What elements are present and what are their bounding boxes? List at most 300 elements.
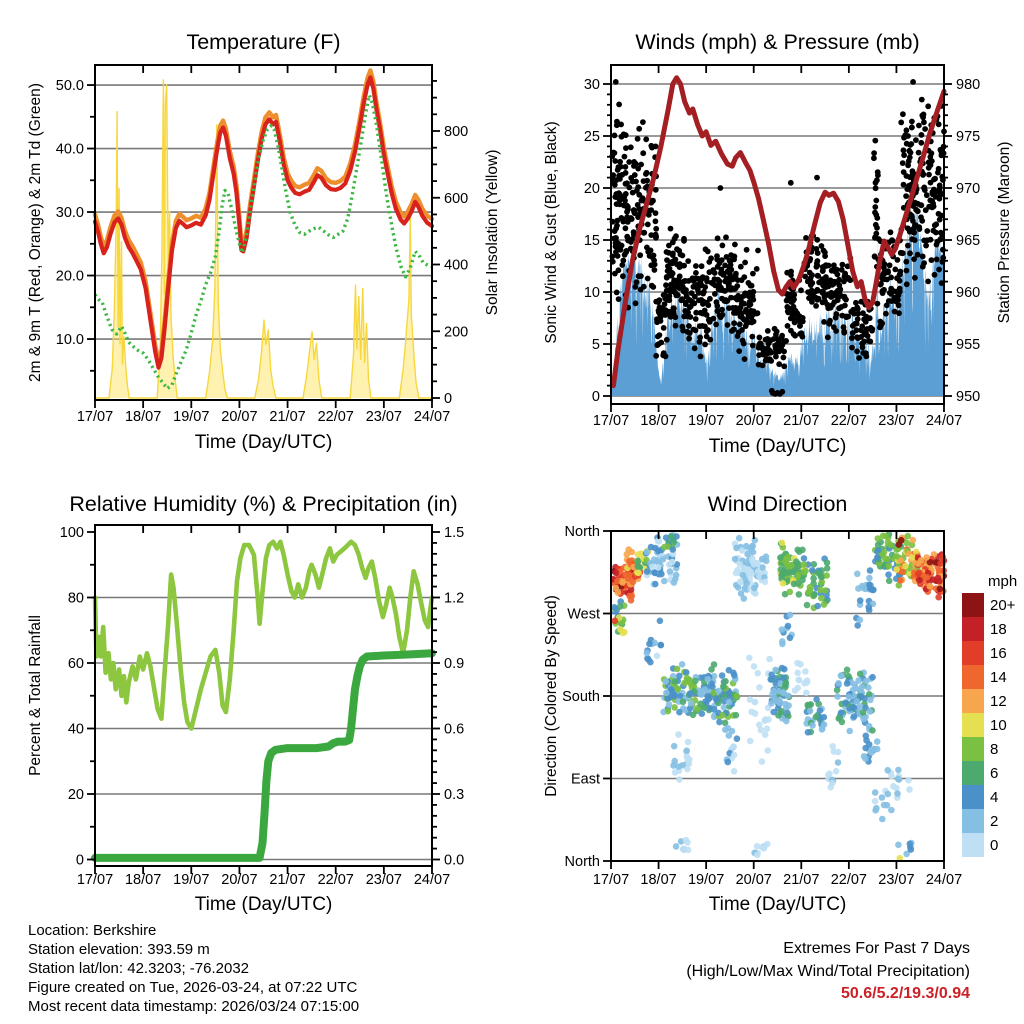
- temperature-ylabel-left: 2m & 9m T (Red, Orange) & 2m Td (Green): [27, 83, 44, 382]
- colorbar-swatch: [962, 761, 984, 785]
- gust-dot: [722, 278, 728, 284]
- direction-dot: [732, 556, 739, 563]
- gust-dot: [901, 169, 907, 175]
- gust-dot: [904, 281, 910, 287]
- x-tick-label: 17/07: [76, 872, 114, 888]
- colorbar-label: 10: [990, 717, 1007, 734]
- x-tick-label: 22/07: [317, 872, 354, 888]
- gust-dot: [854, 327, 860, 333]
- gust-dot: [628, 239, 634, 245]
- gust-dot: [826, 263, 832, 269]
- gust-dot: [849, 335, 855, 341]
- gust-dot: [612, 133, 618, 139]
- direction-dot: [857, 597, 864, 604]
- direction-dot: [778, 572, 785, 579]
- direction-dot: [787, 589, 794, 596]
- gust-dot: [900, 250, 906, 256]
- gust-dot: [652, 262, 658, 268]
- gust-dot: [653, 353, 659, 359]
- gust-dot: [921, 185, 927, 191]
- x-tick-label: 17/07: [76, 409, 114, 425]
- direction-dot: [852, 685, 859, 692]
- gust-dot: [690, 299, 696, 305]
- y-tick-label-left: 30: [583, 77, 600, 93]
- gust-dot: [623, 170, 629, 176]
- direction-dot: [885, 791, 892, 798]
- gust-dot: [684, 294, 690, 300]
- gust-dot: [882, 271, 888, 277]
- gust-dot: [612, 158, 618, 164]
- direction-dot: [818, 595, 825, 602]
- x-tick-label: 18/07: [124, 872, 162, 888]
- direction-dot: [805, 729, 812, 736]
- station-elevation: Station elevation: 393.59 m: [28, 941, 210, 958]
- gust-dot: [636, 192, 642, 198]
- gust-dot: [843, 297, 849, 303]
- direction-dot: [759, 556, 766, 563]
- gust-dot: [903, 259, 909, 265]
- gust-dot: [842, 274, 848, 280]
- direction-dot: [802, 568, 809, 575]
- gust-dot: [612, 182, 618, 188]
- direction-dot: [813, 714, 820, 721]
- gust-dot: [926, 172, 932, 178]
- x-tick-label: 17/07: [592, 872, 630, 888]
- gust-dot: [931, 177, 937, 183]
- gust-dot: [797, 323, 803, 329]
- gust-dot: [901, 147, 907, 153]
- gust-dot: [701, 289, 707, 295]
- gust-dot: [909, 119, 915, 125]
- x-tick-label: 21/07: [269, 872, 306, 888]
- gust-dot: [769, 388, 775, 394]
- direction-ylabel-left: Direction (Colored By Speed): [543, 595, 560, 797]
- direction-dot: [646, 641, 653, 648]
- direction-dot: [907, 841, 914, 848]
- gust-dot: [911, 226, 917, 232]
- y-tick-label-left: 40.0: [55, 141, 84, 158]
- gust-dot: [841, 330, 847, 336]
- direction-dot: [679, 661, 686, 668]
- wind-direction-title: Wind Direction: [707, 492, 848, 516]
- direction-dot: [860, 709, 867, 716]
- direction-dot: [722, 678, 729, 685]
- gust-dot: [904, 127, 910, 133]
- gust-dot: [660, 352, 666, 358]
- gust-dot: [822, 299, 828, 305]
- direction-dot: [930, 576, 937, 583]
- direction-dot: [687, 690, 694, 697]
- gust-dot: [936, 121, 942, 127]
- direction-dot: [810, 575, 817, 582]
- direction-dot: [683, 837, 690, 844]
- direction-dot: [666, 701, 673, 708]
- gust-dot: [634, 279, 640, 285]
- gust-dot: [676, 248, 682, 254]
- direction-dot: [759, 758, 766, 765]
- direction-dot: [672, 678, 679, 685]
- y-tick-label-left: 20: [67, 787, 84, 803]
- direction-dot: [751, 561, 758, 568]
- x-tick-label: 22/07: [830, 413, 868, 429]
- gust-dot: [663, 282, 669, 288]
- gust-dot: [643, 171, 649, 177]
- direction-dot: [673, 843, 680, 850]
- station-info-block: [28, 921, 359, 1016]
- gust-dot: [838, 304, 844, 310]
- gust-dot: [615, 253, 621, 259]
- direction-tick-label: West: [567, 606, 600, 623]
- gust-dot: [883, 311, 889, 317]
- gust-dot: [912, 275, 918, 281]
- direction-dot: [756, 722, 763, 729]
- y-tick-label-right: 600: [444, 190, 469, 207]
- gust-dot: [727, 275, 733, 281]
- direction-dot: [706, 695, 713, 702]
- gust-dot: [869, 326, 875, 332]
- direction-dot: [731, 752, 738, 759]
- y-tick-label-left: 20: [583, 181, 600, 197]
- direction-dot: [894, 553, 901, 560]
- y-tick-label-right: 0.9: [444, 656, 465, 672]
- y-tick-label-left: 10.0: [55, 332, 84, 349]
- gust-dot: [728, 295, 734, 301]
- gust-dot: [771, 336, 777, 342]
- gust-dot: [679, 324, 685, 330]
- direction-dot: [676, 673, 683, 680]
- direction-dot: [612, 618, 619, 625]
- gust-dot: [723, 234, 729, 240]
- gust-dot: [736, 348, 742, 354]
- direction-dot: [748, 546, 755, 553]
- direction-dot: [767, 676, 774, 683]
- gust-dot: [892, 267, 898, 273]
- direction-dot: [867, 708, 874, 715]
- direction-dot: [937, 560, 944, 567]
- gust-dot: [937, 196, 943, 202]
- gust-dot: [693, 327, 699, 333]
- gust-dot: [664, 257, 670, 263]
- relative-humidity-line: [95, 542, 432, 729]
- gust-dot: [645, 222, 651, 228]
- gust-dot: [904, 268, 910, 274]
- y-tick-label-left: 100: [59, 525, 84, 541]
- gust-dot: [668, 226, 674, 232]
- gust-dot: [693, 270, 699, 276]
- direction-dot: [807, 708, 814, 715]
- total-rainfall-line: [95, 653, 432, 858]
- direction-dot: [863, 733, 870, 740]
- x-tick-label: 24/07: [413, 409, 451, 425]
- direction-dot: [771, 688, 778, 695]
- direction-dot: [823, 572, 830, 579]
- gust-dot: [713, 322, 719, 328]
- gust-dot: [922, 126, 928, 132]
- gust-dot: [919, 132, 925, 138]
- gust-dot: [781, 355, 787, 361]
- gust-dot: [696, 290, 702, 296]
- gust-dot: [817, 279, 823, 285]
- direction-dot: [740, 572, 747, 579]
- gust-dot: [640, 119, 646, 125]
- gust-dot: [630, 190, 636, 196]
- gust-dot: [905, 133, 911, 139]
- direction-dot: [752, 710, 759, 717]
- gust-dot: [696, 297, 702, 303]
- direction-dot: [857, 671, 864, 678]
- direction-dot: [857, 617, 864, 624]
- gust-dot: [821, 319, 827, 325]
- gust-dot: [747, 299, 753, 305]
- direction-dot: [743, 580, 750, 587]
- gust-dot: [664, 288, 670, 294]
- direction-tick-label: East: [570, 771, 600, 788]
- gust-dot: [685, 258, 691, 264]
- gust-dot: [742, 292, 748, 298]
- gust-dot: [735, 277, 741, 283]
- gust-dot: [612, 150, 618, 156]
- direction-dot: [779, 641, 786, 648]
- gust-dot: [763, 337, 769, 343]
- direction-dot: [716, 719, 723, 726]
- gust-dot: [636, 126, 642, 132]
- direction-tick-label: North: [564, 854, 600, 870]
- gust-dot: [747, 290, 753, 296]
- direction-dot: [733, 570, 740, 577]
- figure-created-timestamp: Figure created on Tue, 2026-03-24, at 07:22 UTC: [28, 979, 358, 996]
- direction-dot: [680, 699, 687, 706]
- direction-dot: [888, 807, 895, 814]
- gust-dot: [620, 258, 626, 264]
- gust-dot: [635, 136, 641, 142]
- gust-dot: [746, 280, 752, 286]
- gust-dot: [911, 256, 917, 262]
- gust-dot: [790, 313, 796, 319]
- x-tick-label: 23/07: [878, 872, 915, 888]
- colorbar-swatch: [962, 737, 984, 761]
- gust-dot: [649, 283, 655, 289]
- y-tick-label-left: 10: [583, 285, 600, 301]
- gust-dot: [653, 226, 659, 232]
- gust-dot: [863, 353, 869, 359]
- gust-dot: [809, 280, 815, 286]
- gust-dot: [720, 243, 726, 249]
- x-tick-label: 18/07: [640, 872, 677, 888]
- gust-dot: [855, 335, 861, 341]
- gust-dot: [788, 299, 794, 305]
- direction-dot: [737, 578, 744, 585]
- gust-dot: [623, 225, 629, 231]
- gust-dot: [906, 148, 912, 154]
- direction-dot: [683, 669, 690, 676]
- direction-dot: [813, 696, 820, 703]
- direction-dot: [754, 852, 761, 859]
- y-tick-label-right: 0.0: [444, 852, 465, 869]
- gust-dot: [916, 123, 922, 129]
- gust-dot: [872, 138, 878, 144]
- wind-direction-panel: [543, 492, 1017, 915]
- x-axis-title: Time (Day/UTC): [194, 894, 333, 915]
- gust-dot: [779, 389, 785, 395]
- x-tick-label: 24/07: [925, 872, 963, 888]
- gust-dot: [849, 345, 855, 351]
- gust-dot: [708, 255, 714, 261]
- station-location: Location: Berkshire: [28, 922, 157, 939]
- gust-dot: [909, 125, 915, 131]
- x-tick-label: 17/07: [592, 413, 630, 429]
- direction-dot: [648, 544, 655, 551]
- gust-dot: [644, 178, 650, 184]
- gust-dot: [905, 225, 911, 231]
- direction-dot: [782, 682, 789, 689]
- gust-dot: [612, 271, 618, 277]
- gust-dot: [908, 141, 914, 147]
- gust-dot: [809, 299, 815, 305]
- direction-dot: [733, 545, 740, 552]
- y-tick-label-left: 80: [67, 590, 84, 607]
- direction-dot: [869, 674, 876, 681]
- x-tick-label: 19/07: [687, 413, 725, 429]
- gust-dot: [907, 155, 913, 161]
- extremes-block: [686, 938, 970, 1006]
- direction-dot: [874, 738, 881, 745]
- direction-dot: [752, 537, 759, 544]
- direction-dot: [862, 745, 869, 752]
- direction-dot: [667, 568, 674, 575]
- direction-dot: [916, 577, 923, 584]
- gust-dot: [892, 309, 898, 315]
- gust-dot: [685, 310, 691, 316]
- gust-dot: [737, 311, 743, 317]
- y-tick-label-right: 965: [956, 233, 981, 249]
- gust-dot: [900, 111, 906, 117]
- gust-dot: [889, 298, 895, 304]
- gust-dot: [714, 303, 720, 309]
- direction-dot: [916, 570, 923, 577]
- gust-dot: [766, 357, 772, 363]
- direction-tick-label: South: [562, 688, 600, 705]
- gust-dot: [829, 268, 835, 274]
- gust-dot: [653, 235, 659, 241]
- direction-dot: [814, 603, 821, 610]
- direction-dot: [619, 579, 626, 586]
- gust-dot: [692, 345, 698, 351]
- gust-dot: [765, 328, 771, 334]
- gust-dot: [910, 218, 916, 224]
- direction-dot: [751, 663, 758, 670]
- gust-dot: [878, 281, 884, 287]
- direction-dot: [902, 563, 909, 570]
- gust-dot: [788, 328, 794, 334]
- direction-dot: [615, 589, 622, 596]
- gust-dot: [618, 122, 624, 128]
- direction-dot: [658, 571, 665, 578]
- gust-dot: [657, 332, 663, 338]
- gust-dot: [738, 297, 744, 303]
- winds-ylabel-left: Sonic Wind & Gust (Blue, Black): [543, 121, 560, 344]
- direction-dot: [628, 593, 635, 600]
- direction-dot: [779, 665, 786, 672]
- direction-dot: [675, 731, 682, 738]
- direction-dot: [794, 670, 801, 677]
- direction-dot: [735, 584, 742, 591]
- gust-dot: [718, 185, 724, 191]
- gust-dot: [664, 337, 670, 343]
- temperature-panel: [27, 30, 501, 453]
- gust-dot: [626, 185, 632, 191]
- gust-dot: [620, 273, 626, 279]
- direction-dot: [722, 726, 729, 733]
- gust-dot: [693, 263, 699, 269]
- gust-dot: [725, 322, 731, 328]
- gust-dot: [861, 316, 867, 322]
- x-tick-label: 21/07: [783, 872, 820, 888]
- direction-dot: [702, 686, 709, 693]
- direction-dot: [801, 680, 808, 687]
- gust-dot: [871, 150, 877, 156]
- colorbar-swatch: [962, 689, 984, 713]
- gust-dot: [924, 192, 930, 198]
- gust-dot: [936, 267, 942, 273]
- direction-dot: [719, 672, 726, 679]
- gust-dot: [788, 180, 794, 186]
- gust-dot: [831, 262, 837, 268]
- extremes-title: Extremes For Past 7 Days: [783, 940, 970, 957]
- x-tick-label: 23/07: [365, 872, 403, 888]
- gust-dot: [622, 198, 628, 204]
- colorbar-title: mph: [988, 573, 1018, 590]
- gust-dot: [918, 140, 924, 146]
- x-tick-label: 24/07: [925, 413, 963, 429]
- gust-dot: [666, 250, 672, 256]
- gust-dot: [895, 292, 901, 298]
- gust-dot: [623, 145, 629, 151]
- gust-dot: [773, 354, 779, 360]
- direction-dot: [726, 699, 733, 706]
- gust-dot: [913, 137, 919, 143]
- most-recent-data-timestamp: Most recent data timestamp: 2026/03/24 07:15:00: [28, 998, 360, 1015]
- y-tick-label-left: 60: [67, 656, 84, 672]
- direction-dot: [894, 790, 901, 797]
- gust-dot: [707, 296, 713, 302]
- gust-dot: [797, 331, 803, 337]
- gust-dot: [738, 264, 744, 270]
- gust-dot: [623, 191, 629, 197]
- gust-dot: [744, 247, 750, 253]
- gust-dot: [781, 363, 787, 369]
- direction-dot: [815, 570, 822, 577]
- direction-dot: [663, 690, 670, 697]
- gust-dot: [814, 175, 820, 181]
- gust-dot: [873, 212, 879, 218]
- direction-dot: [861, 753, 868, 760]
- direction-dot: [726, 732, 733, 739]
- gust-dot: [749, 334, 755, 340]
- gust-dot: [773, 346, 779, 352]
- y-tick-label-left: 5: [591, 337, 600, 353]
- direction-dot: [676, 776, 683, 783]
- direction-dot: [895, 767, 902, 774]
- direction-dot: [670, 546, 677, 553]
- direction-dot: [671, 743, 678, 750]
- y-tick-label-left: 30.0: [55, 205, 84, 222]
- direction-dot: [780, 580, 787, 587]
- gust-dot: [644, 245, 650, 251]
- direction-dot: [910, 537, 917, 544]
- direction-dot: [886, 578, 893, 585]
- y-tick-label-left: 50.0: [55, 78, 84, 95]
- x-axis-title: Time (Day/UTC): [194, 432, 333, 453]
